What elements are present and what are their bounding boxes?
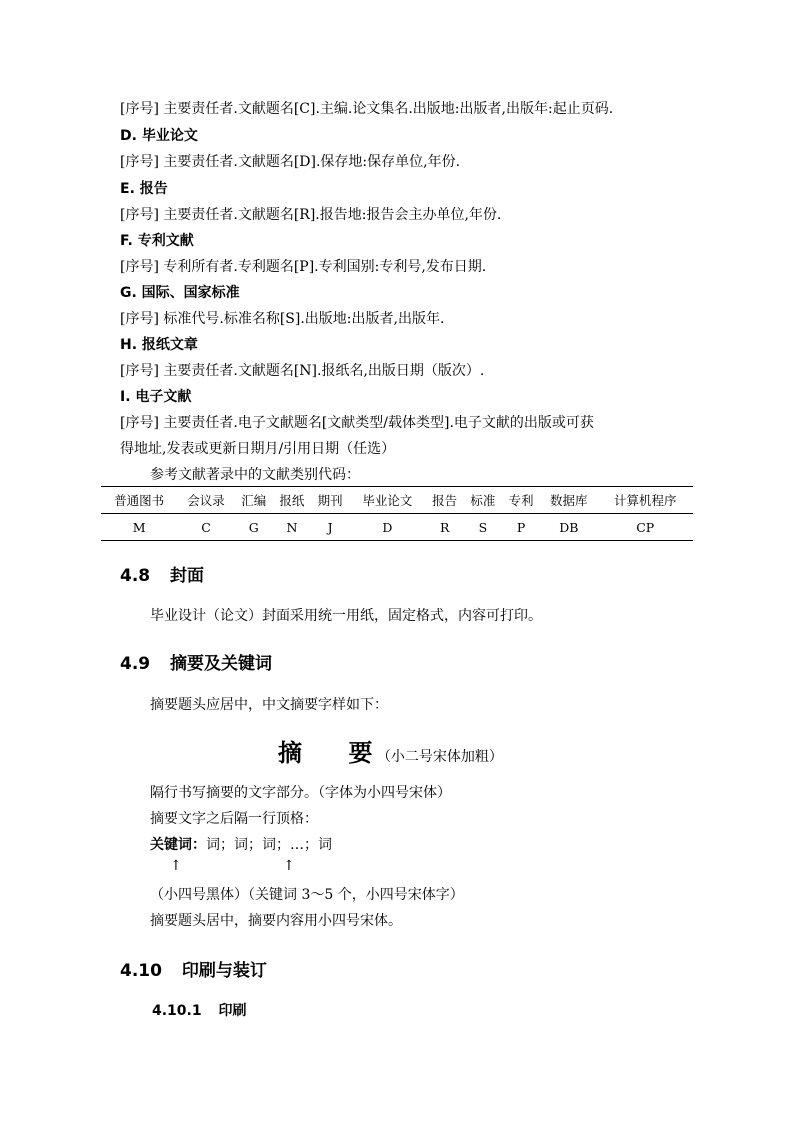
section-heading-4-8 <box>120 561 204 586</box>
ref-format-f: [序号] 专利所有者.专利题名[P].专利国别:专利号,发布日期. <box>120 259 487 275</box>
table-cell: R <box>426 514 464 541</box>
table-cell: J <box>311 514 349 541</box>
section-title: 封面 <box>170 566 205 586</box>
table-cell: N <box>273 514 311 541</box>
subsection-number: 4.10.1 <box>152 1003 202 1019</box>
table-header-cell: 普通图书 <box>101 487 177 514</box>
table-cell: P <box>502 514 540 541</box>
table-header-cell: 报纸 <box>273 487 311 514</box>
abstract-line-3: 摘要题头居中，摘要内容用小四号宋体。 <box>150 913 402 929</box>
ref-format-g: [序号] 标准代号.标准名称[S].出版地:出版者,出版年. <box>120 311 445 327</box>
table-cell: CP <box>597 514 693 541</box>
keywords-label: 关键词： <box>150 837 206 853</box>
table-header-row <box>101 487 693 514</box>
table-header-cell: 期刊 <box>311 487 349 514</box>
section-body: 毕业设计（论文）封面采用统一用纸，固定格式，内容可打印。 <box>150 608 542 624</box>
table-cell: D <box>349 514 425 541</box>
abstract-char-1: 摘 <box>278 739 302 767</box>
section-heading-4-10 <box>120 956 267 981</box>
ref-type-f-title: F. 专利文献 <box>120 233 194 249</box>
abstract-line-1: 隔行书写摘要的文字部分。（字体为小四号宋体） <box>150 785 451 801</box>
table-header-cell: 报告 <box>426 487 464 514</box>
section-number: 4.8 <box>120 566 151 586</box>
table-caption: 参考文献著录中的文献类别代码： <box>150 467 360 483</box>
table-header-cell: 数据库 <box>540 487 597 514</box>
table-header-cell: 毕业论文 <box>349 487 425 514</box>
section-title: 印刷与装订 <box>181 961 267 981</box>
table-cell: S <box>464 514 502 541</box>
reference-code-table <box>101 486 693 541</box>
ref-format-c: [序号] 主要责任者.文献题名[C].主编.论文集名.出版地:出版者,出版年:起止页码. <box>120 101 614 117</box>
table-cell: DB <box>540 514 597 541</box>
ref-format-i-line1: [序号] 主要责任者.电子文献题名[文献类型/载体类型].电子文献的出版或可获 <box>120 415 594 431</box>
ref-type-d-title: D. 毕业论文 <box>120 128 198 144</box>
section-title: 摘要及关键词 <box>170 654 273 674</box>
table-cell: C <box>177 514 234 541</box>
abstract-line-2: 摘要文字之后隔一行顶格： <box>150 811 318 827</box>
abstract-heading-sample <box>278 733 503 768</box>
ref-format-e: [序号] 主要责任者.文献题名[R].报告地:报告会主办单位,年份. <box>120 207 502 223</box>
abstract-font-note: （小二号宋体加粗） <box>376 749 503 765</box>
table-cell: G <box>235 514 273 541</box>
ref-type-h-title: H. 报纸文章 <box>120 337 198 353</box>
abstract-char-2: 要 <box>348 739 373 767</box>
section-heading-4-9 <box>120 649 272 674</box>
table-header-cell: 标准 <box>464 487 502 514</box>
abstract-intro: 摘要题头应居中，中文摘要字样如下： <box>150 697 388 713</box>
subsection-heading-4-10-1 <box>152 1000 246 1020</box>
arrow-up-icon: ↑ <box>283 858 295 874</box>
arrow-up-icon: ↑ <box>170 858 182 874</box>
table-cell: M <box>101 514 177 541</box>
table-header-cell: 计算机程序 <box>597 487 693 514</box>
subsection-title: 印刷 <box>218 1003 247 1019</box>
keywords-note: （小四号黑体）（关键词 3～5 个，小四号宋体字） <box>150 887 464 903</box>
ref-format-d: [序号] 主要责任者.文献题名[D].保存地:保存单位,年份. <box>120 154 461 170</box>
table-header-cell: 汇编 <box>235 487 273 514</box>
table-row <box>101 514 693 541</box>
keywords-sample <box>150 834 332 854</box>
keywords-value: 词；词；词；…；词 <box>206 837 332 853</box>
ref-format-h: [序号] 主要责任者.文献题名[N].报纸名,出版日期（版次）. <box>120 363 485 379</box>
ref-type-g-title: G. 国际、国家标准 <box>120 285 240 301</box>
section-number: 4.10 <box>120 961 162 981</box>
ref-format-i-line2: 得地址,发表或更新日期月/引用日期（任选） <box>120 441 396 457</box>
table-header-cell: 专利 <box>502 487 540 514</box>
table-header-cell: 会议录 <box>177 487 234 514</box>
ref-type-e-title: E. 报告 <box>120 181 168 197</box>
section-number: 4.9 <box>120 654 151 674</box>
ref-type-i-title: I. 电子文献 <box>120 389 192 405</box>
